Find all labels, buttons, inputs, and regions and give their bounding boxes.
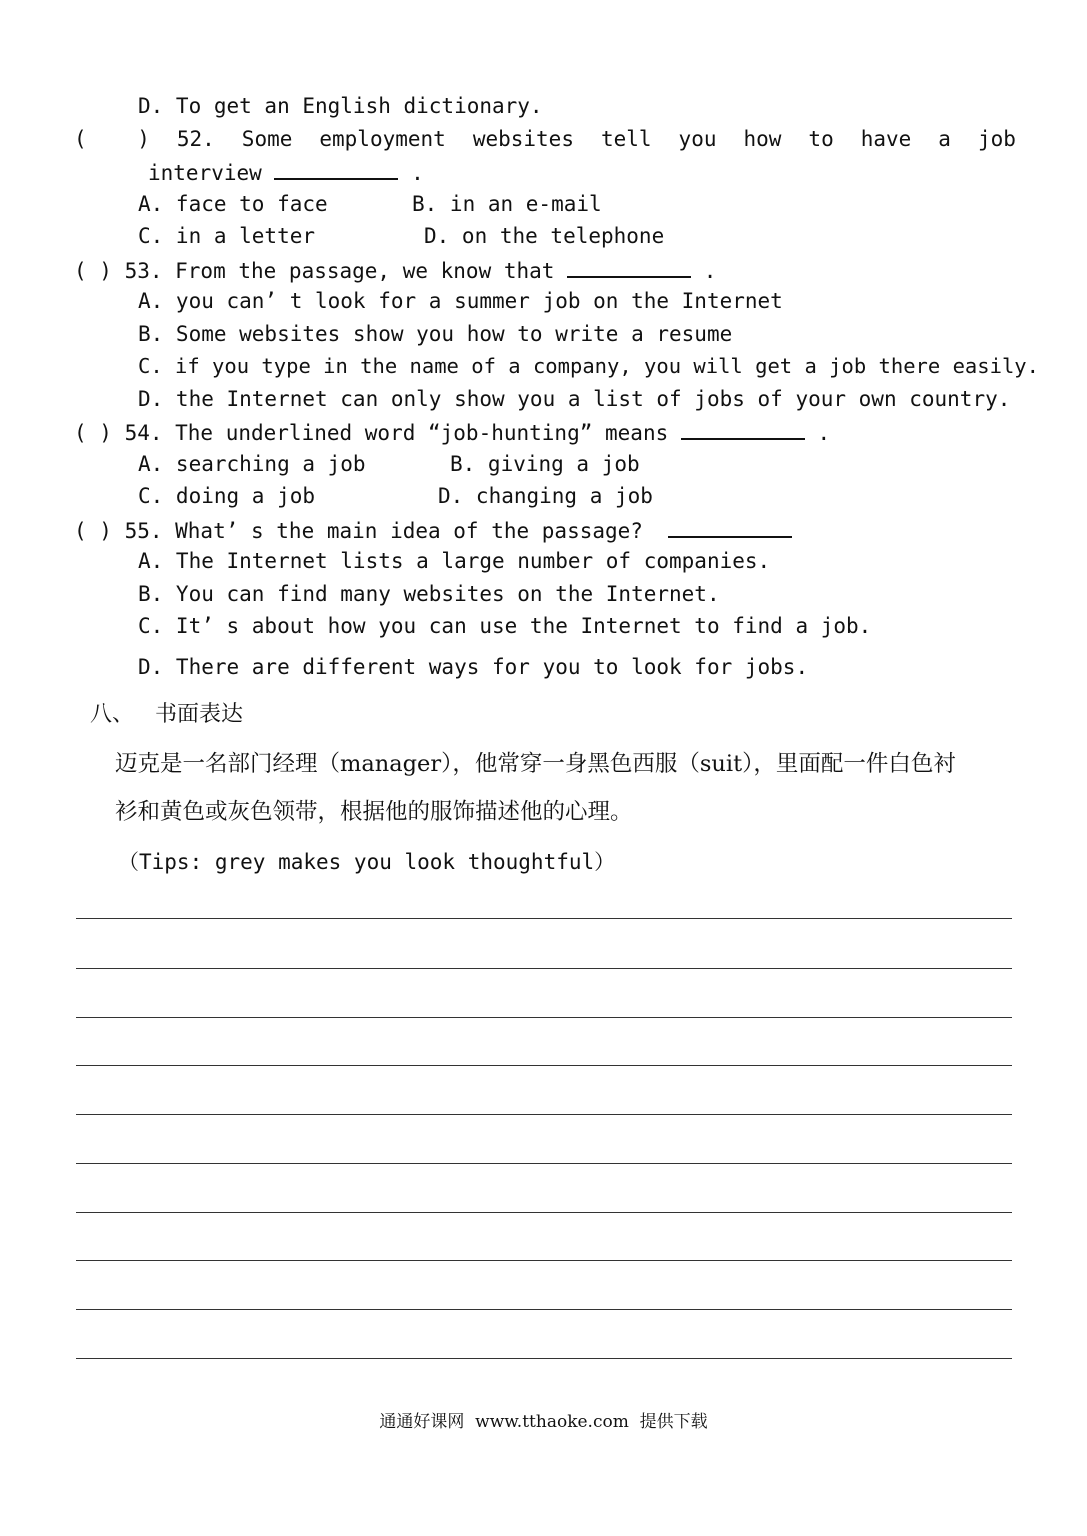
q55-option-a: A. The Internet lists a large number of companies. (138, 549, 771, 573)
q55-stem: ( ) 55. What’ s the main idea of the passage? (74, 516, 792, 544)
answer-line[interactable] (76, 1212, 1012, 1213)
writing-prompt-line-2: 衫和黄色或灰色领带，根据他的服饰描述他的心理。 (115, 799, 633, 825)
q53-option-a: A. you can’ t look for a summer job on the Internet (138, 289, 783, 313)
q54-option-d: D. changing a job (438, 484, 653, 508)
writing-tips: （Tips: grey makes you look thoughtful） (118, 850, 616, 874)
q53-stem: ( ) 53. From the passage, we know that . (74, 256, 716, 284)
answer-blank[interactable] (681, 418, 805, 440)
q55-option-d: D. There are different ways for you to look for jobs. (138, 655, 809, 679)
q52-option-d: D. on the telephone (424, 224, 665, 248)
q53-option-c: C. if you type in the name of a company, you will get a job there easily. (138, 354, 1039, 378)
answer-line[interactable] (76, 1065, 1012, 1066)
answer-line[interactable] (76, 1163, 1012, 1164)
answer-line[interactable] (76, 1309, 1012, 1310)
q52-option-b: B. in an e-mail (412, 192, 602, 216)
answer-line[interactable] (76, 1017, 1012, 1018)
answer-line[interactable] (76, 1114, 1012, 1115)
answer-blank[interactable] (668, 516, 792, 538)
section-title: 书面表达 (155, 702, 244, 727)
q52-stem-continued: interview . (148, 158, 424, 186)
answer-line[interactable] (76, 1358, 1012, 1359)
q53-option-d: D. the Internet can only show you a list of jobs of your own country. (138, 387, 1011, 411)
q52-option-c: C. in a letter (138, 224, 316, 248)
section-number: 八、 (90, 702, 135, 727)
q51-option-d: D. To get an English dictionary. (138, 94, 543, 118)
writing-prompt-line-1: 迈克是一名部门经理（manager），他常穿一身黑色西服（suit），里面配一件白色衬 (115, 751, 956, 777)
answer-line[interactable] (76, 918, 1012, 919)
q52-stem: ( ) 52. Some employment websites tell you how to have a job (74, 127, 1016, 151)
q55-option-c: C. It’ s about how you can use the Internet to find a job. (138, 614, 872, 638)
answer-blank[interactable] (274, 158, 398, 180)
answer-parentheses[interactable]: ( ) (74, 127, 150, 151)
section-heading (90, 702, 243, 728)
q55-option-b: B. You can find many websites on the Internet. (138, 582, 720, 606)
q54-option-a: A. searching a job (138, 452, 366, 476)
answer-blank[interactable] (567, 256, 691, 278)
page-footer: 通通好课网 www.tthaoke.com 提供下载 (379, 1412, 708, 1432)
answer-line[interactable] (76, 968, 1012, 969)
q54-stem: ( ) 54. The underlined word “job-hunting” means . (74, 418, 830, 446)
q53-option-b: B. Some websites show you how to write a resume (138, 322, 733, 346)
answer-line[interactable] (76, 1260, 1012, 1261)
q54-option-b: B. giving a job (450, 452, 640, 476)
q52-option-a: A. face to face (138, 192, 328, 216)
q54-option-c: C. doing a job (138, 484, 316, 508)
